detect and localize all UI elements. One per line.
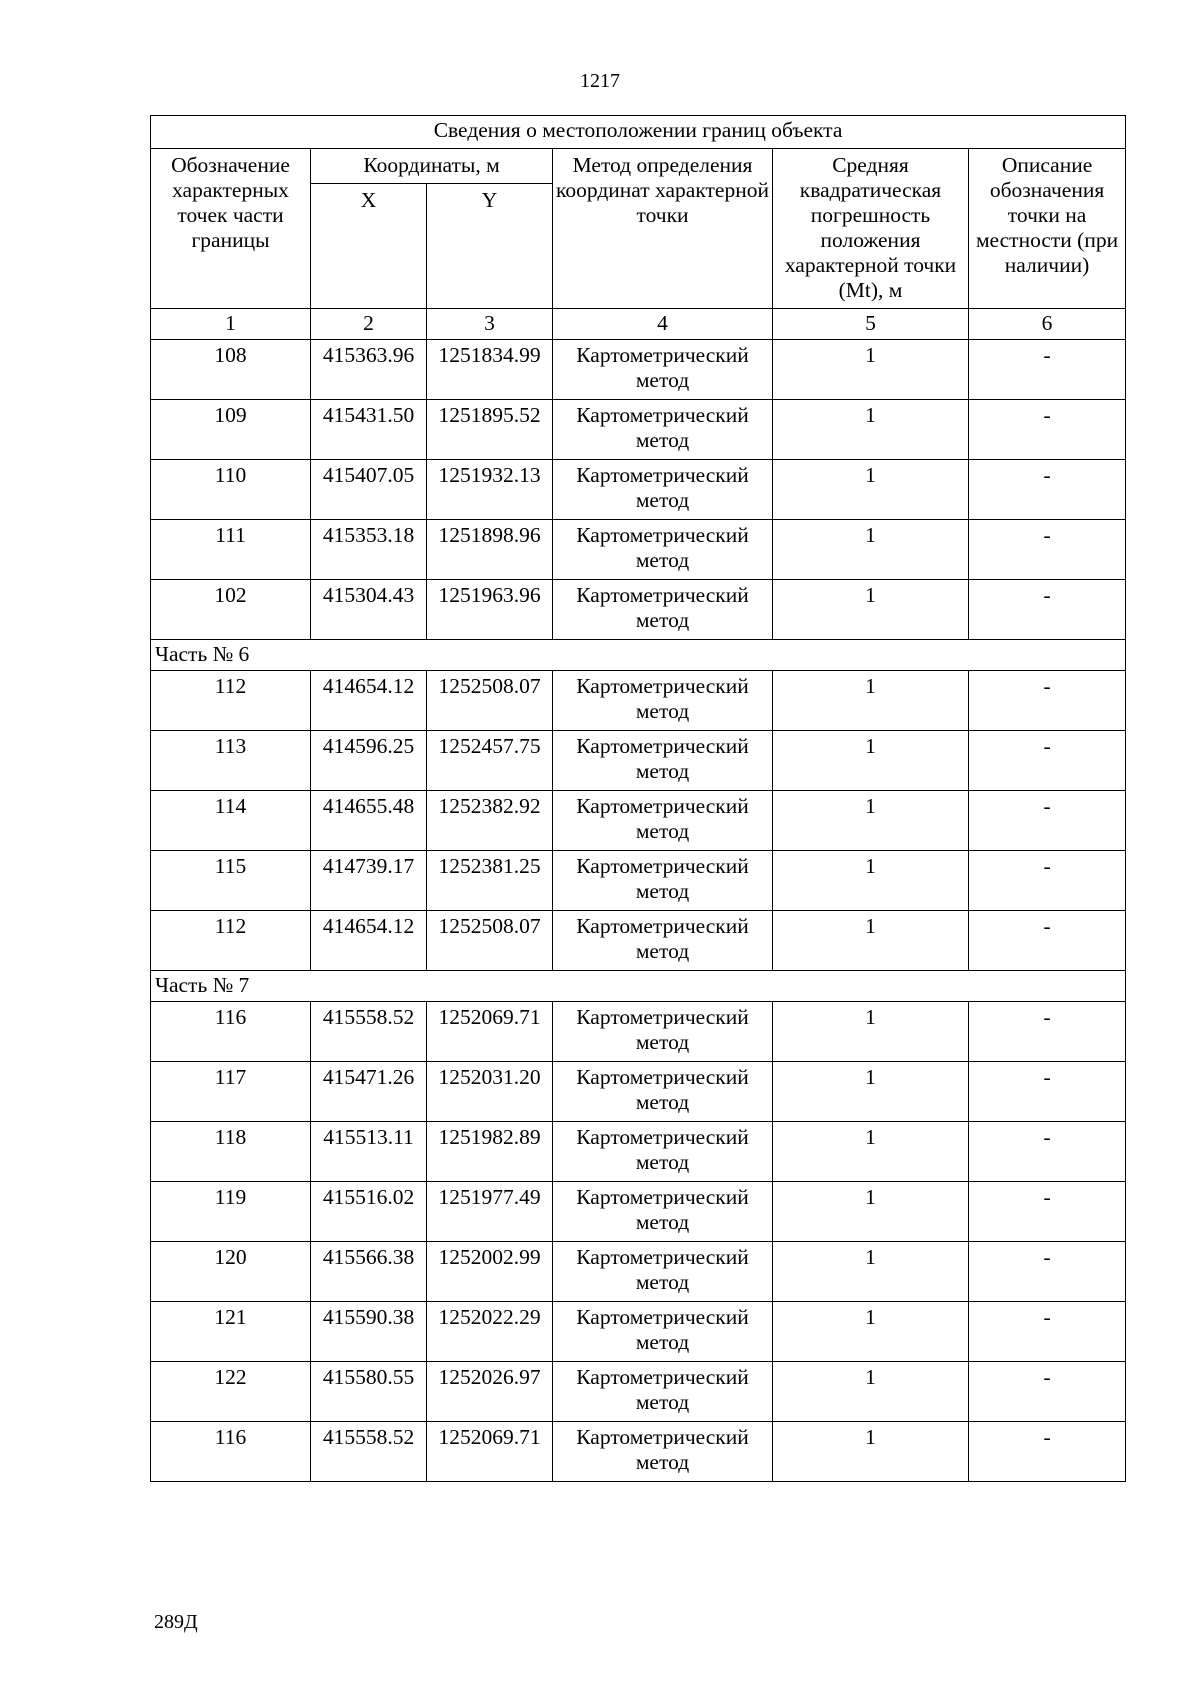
coordinate-y-cell: 1251834.99 <box>427 340 553 400</box>
error-cell: 1 <box>773 1242 969 1302</box>
coordinate-x-cell: 415516.02 <box>311 1182 427 1242</box>
coordinate-y-cell: 1251895.52 <box>427 400 553 460</box>
method-cell: Картометрический метод <box>553 1302 773 1362</box>
error-cell: 1 <box>773 911 969 971</box>
table-row <box>151 580 1126 640</box>
description-cell: - <box>969 520 1126 580</box>
boundary-coordinates-table <box>150 115 1126 1482</box>
coordinate-y-cell: 1252022.29 <box>427 1302 553 1362</box>
coordinate-y-cell: 1252508.07 <box>427 671 553 731</box>
table-row <box>151 791 1126 851</box>
table-row <box>151 460 1126 520</box>
table-row <box>151 671 1126 731</box>
table-row <box>151 1242 1126 1302</box>
method-cell: Картометрический метод <box>553 1122 773 1182</box>
coordinate-y-cell: 1252002.99 <box>427 1242 553 1302</box>
coordinate-x-cell: 415431.50 <box>311 400 427 460</box>
method-cell: Картометрический метод <box>553 1362 773 1422</box>
coordinate-y-cell: 1251982.89 <box>427 1122 553 1182</box>
point-designation-cell: 112 <box>151 671 311 731</box>
method-cell: Картометрический метод <box>553 731 773 791</box>
method-cell: Картометрический метод <box>553 340 773 400</box>
point-designation-cell: 116 <box>151 1422 311 1482</box>
coordinate-y-cell: 1252069.71 <box>427 1002 553 1062</box>
description-cell: - <box>969 911 1126 971</box>
description-cell: - <box>969 1002 1126 1062</box>
error-cell: 1 <box>773 460 969 520</box>
table-row <box>151 1422 1126 1482</box>
point-designation-cell: 113 <box>151 731 311 791</box>
column-number: 6 <box>969 309 1126 340</box>
coordinate-y-cell: 1251932.13 <box>427 460 553 520</box>
table-row <box>151 851 1126 911</box>
coordinate-y-cell: 1252457.75 <box>427 731 553 791</box>
coordinate-y-cell: 1251977.49 <box>427 1182 553 1242</box>
coordinate-x-cell: 414596.25 <box>311 731 427 791</box>
table-row <box>151 400 1126 460</box>
description-cell: - <box>969 851 1126 911</box>
method-cell: Картометрический метод <box>553 1062 773 1122</box>
error-cell: 1 <box>773 520 969 580</box>
error-cell: 1 <box>773 1062 969 1122</box>
point-designation-cell: 108 <box>151 340 311 400</box>
description-cell: - <box>969 1182 1126 1242</box>
description-cell: - <box>969 671 1126 731</box>
coordinate-x-cell: 415580.55 <box>311 1362 427 1422</box>
coordinate-x-cell: 415353.18 <box>311 520 427 580</box>
error-cell: 1 <box>773 580 969 640</box>
coordinate-x-cell: 415566.38 <box>311 1242 427 1302</box>
header-description: Описание обозначения точки на местности (при наличии) <box>969 149 1126 309</box>
column-number-row <box>151 309 1126 340</box>
point-designation-cell: 111 <box>151 520 311 580</box>
method-cell: Картометрический метод <box>553 580 773 640</box>
table-row <box>151 340 1126 400</box>
coordinate-x-cell: 415513.11 <box>311 1122 427 1182</box>
method-cell: Картометрический метод <box>553 671 773 731</box>
coordinate-x-cell: 415304.43 <box>311 580 427 640</box>
point-designation-cell: 117 <box>151 1062 311 1122</box>
description-cell: - <box>969 400 1126 460</box>
table-caption: Сведения о местоположении границ объекта <box>151 116 1126 149</box>
table-caption-row <box>151 116 1126 149</box>
error-cell: 1 <box>773 1302 969 1362</box>
method-cell: Картометрический метод <box>553 1182 773 1242</box>
part-label: Часть № 7 <box>151 971 1126 1002</box>
error-cell: 1 <box>773 671 969 731</box>
coordinate-x-cell: 415407.05 <box>311 460 427 520</box>
coordinate-y-cell: 1252069.71 <box>427 1422 553 1482</box>
coordinate-x-cell: 415558.52 <box>311 1422 427 1482</box>
description-cell: - <box>969 1422 1126 1482</box>
column-number: 1 <box>151 309 311 340</box>
header-x: X <box>311 184 427 309</box>
point-designation-cell: 110 <box>151 460 311 520</box>
coordinate-y-cell: 1252381.25 <box>427 851 553 911</box>
error-cell: 1 <box>773 1182 969 1242</box>
point-designation-cell: 118 <box>151 1122 311 1182</box>
point-designation-cell: 122 <box>151 1362 311 1422</box>
description-cell: - <box>969 1302 1126 1362</box>
header-row <box>151 149 1126 184</box>
description-cell: - <box>969 1242 1126 1302</box>
error-cell: 1 <box>773 1122 969 1182</box>
header-point-designation: Обозначение характерных точек части границы <box>151 149 311 309</box>
coordinate-x-cell: 415590.38 <box>311 1302 427 1362</box>
part-header-row <box>151 971 1126 1002</box>
method-cell: Картометрический метод <box>553 911 773 971</box>
coordinate-x-cell: 414739.17 <box>311 851 427 911</box>
description-cell: - <box>969 340 1126 400</box>
point-designation-cell: 112 <box>151 911 311 971</box>
coordinate-y-cell: 1252382.92 <box>427 791 553 851</box>
column-number: 2 <box>311 309 427 340</box>
error-cell: 1 <box>773 400 969 460</box>
description-cell: - <box>969 1062 1126 1122</box>
table-row <box>151 1062 1126 1122</box>
table-body <box>151 116 1126 1482</box>
coordinate-x-cell: 415363.96 <box>311 340 427 400</box>
column-number: 3 <box>427 309 553 340</box>
error-cell: 1 <box>773 1422 969 1482</box>
method-cell: Картометрический метод <box>553 460 773 520</box>
method-cell: Картометрический метод <box>553 1002 773 1062</box>
point-designation-cell: 115 <box>151 851 311 911</box>
error-cell: 1 <box>773 791 969 851</box>
coordinate-y-cell: 1251898.96 <box>427 520 553 580</box>
method-cell: Картометрический метод <box>553 400 773 460</box>
error-cell: 1 <box>773 1362 969 1422</box>
header-error: Средняя квадратическая погрешность положения характерной точки (Mt), м <box>773 149 969 309</box>
header-coordinates: Координаты, м <box>311 149 553 184</box>
error-cell: 1 <box>773 851 969 911</box>
table-row <box>151 731 1126 791</box>
coordinate-y-cell: 1252508.07 <box>427 911 553 971</box>
point-designation-cell: 109 <box>151 400 311 460</box>
coordinate-y-cell: 1252031.20 <box>427 1062 553 1122</box>
table-row <box>151 1002 1126 1062</box>
method-cell: Картометрический метод <box>553 1422 773 1482</box>
header-method: Метод определения координат характерной точки <box>553 149 773 309</box>
method-cell: Картометрический метод <box>553 791 773 851</box>
method-cell: Картометрический метод <box>553 851 773 911</box>
part-header-row <box>151 640 1126 671</box>
page-number: 1217 <box>580 70 620 92</box>
coordinate-x-cell: 414654.12 <box>311 911 427 971</box>
error-cell: 1 <box>773 1002 969 1062</box>
table-row <box>151 1362 1126 1422</box>
description-cell: - <box>969 580 1126 640</box>
description-cell: - <box>969 791 1126 851</box>
coordinate-x-cell: 415471.26 <box>311 1062 427 1122</box>
column-number: 5 <box>773 309 969 340</box>
coordinate-x-cell: 414655.48 <box>311 791 427 851</box>
description-cell: - <box>969 460 1126 520</box>
point-designation-cell: 116 <box>151 1002 311 1062</box>
point-designation-cell: 119 <box>151 1182 311 1242</box>
table-row <box>151 1182 1126 1242</box>
method-cell: Картометрический метод <box>553 1242 773 1302</box>
document-code: 289Д <box>154 1611 198 1633</box>
error-cell: 1 <box>773 731 969 791</box>
point-designation-cell: 114 <box>151 791 311 851</box>
description-cell: - <box>969 1122 1126 1182</box>
coordinate-y-cell: 1251963.96 <box>427 580 553 640</box>
column-number: 4 <box>553 309 773 340</box>
header-y: Y <box>427 184 553 309</box>
description-cell: - <box>969 1362 1126 1422</box>
point-designation-cell: 120 <box>151 1242 311 1302</box>
method-cell: Картометрический метод <box>553 520 773 580</box>
point-designation-cell: 102 <box>151 580 311 640</box>
table-row <box>151 520 1126 580</box>
error-cell: 1 <box>773 340 969 400</box>
part-label: Часть № 6 <box>151 640 1126 671</box>
point-designation-cell: 121 <box>151 1302 311 1362</box>
coordinate-x-cell: 415558.52 <box>311 1002 427 1062</box>
coordinate-x-cell: 414654.12 <box>311 671 427 731</box>
table-row <box>151 911 1126 971</box>
description-cell: - <box>969 731 1126 791</box>
table-row <box>151 1122 1126 1182</box>
table-row <box>151 1302 1126 1362</box>
coordinate-y-cell: 1252026.97 <box>427 1362 553 1422</box>
